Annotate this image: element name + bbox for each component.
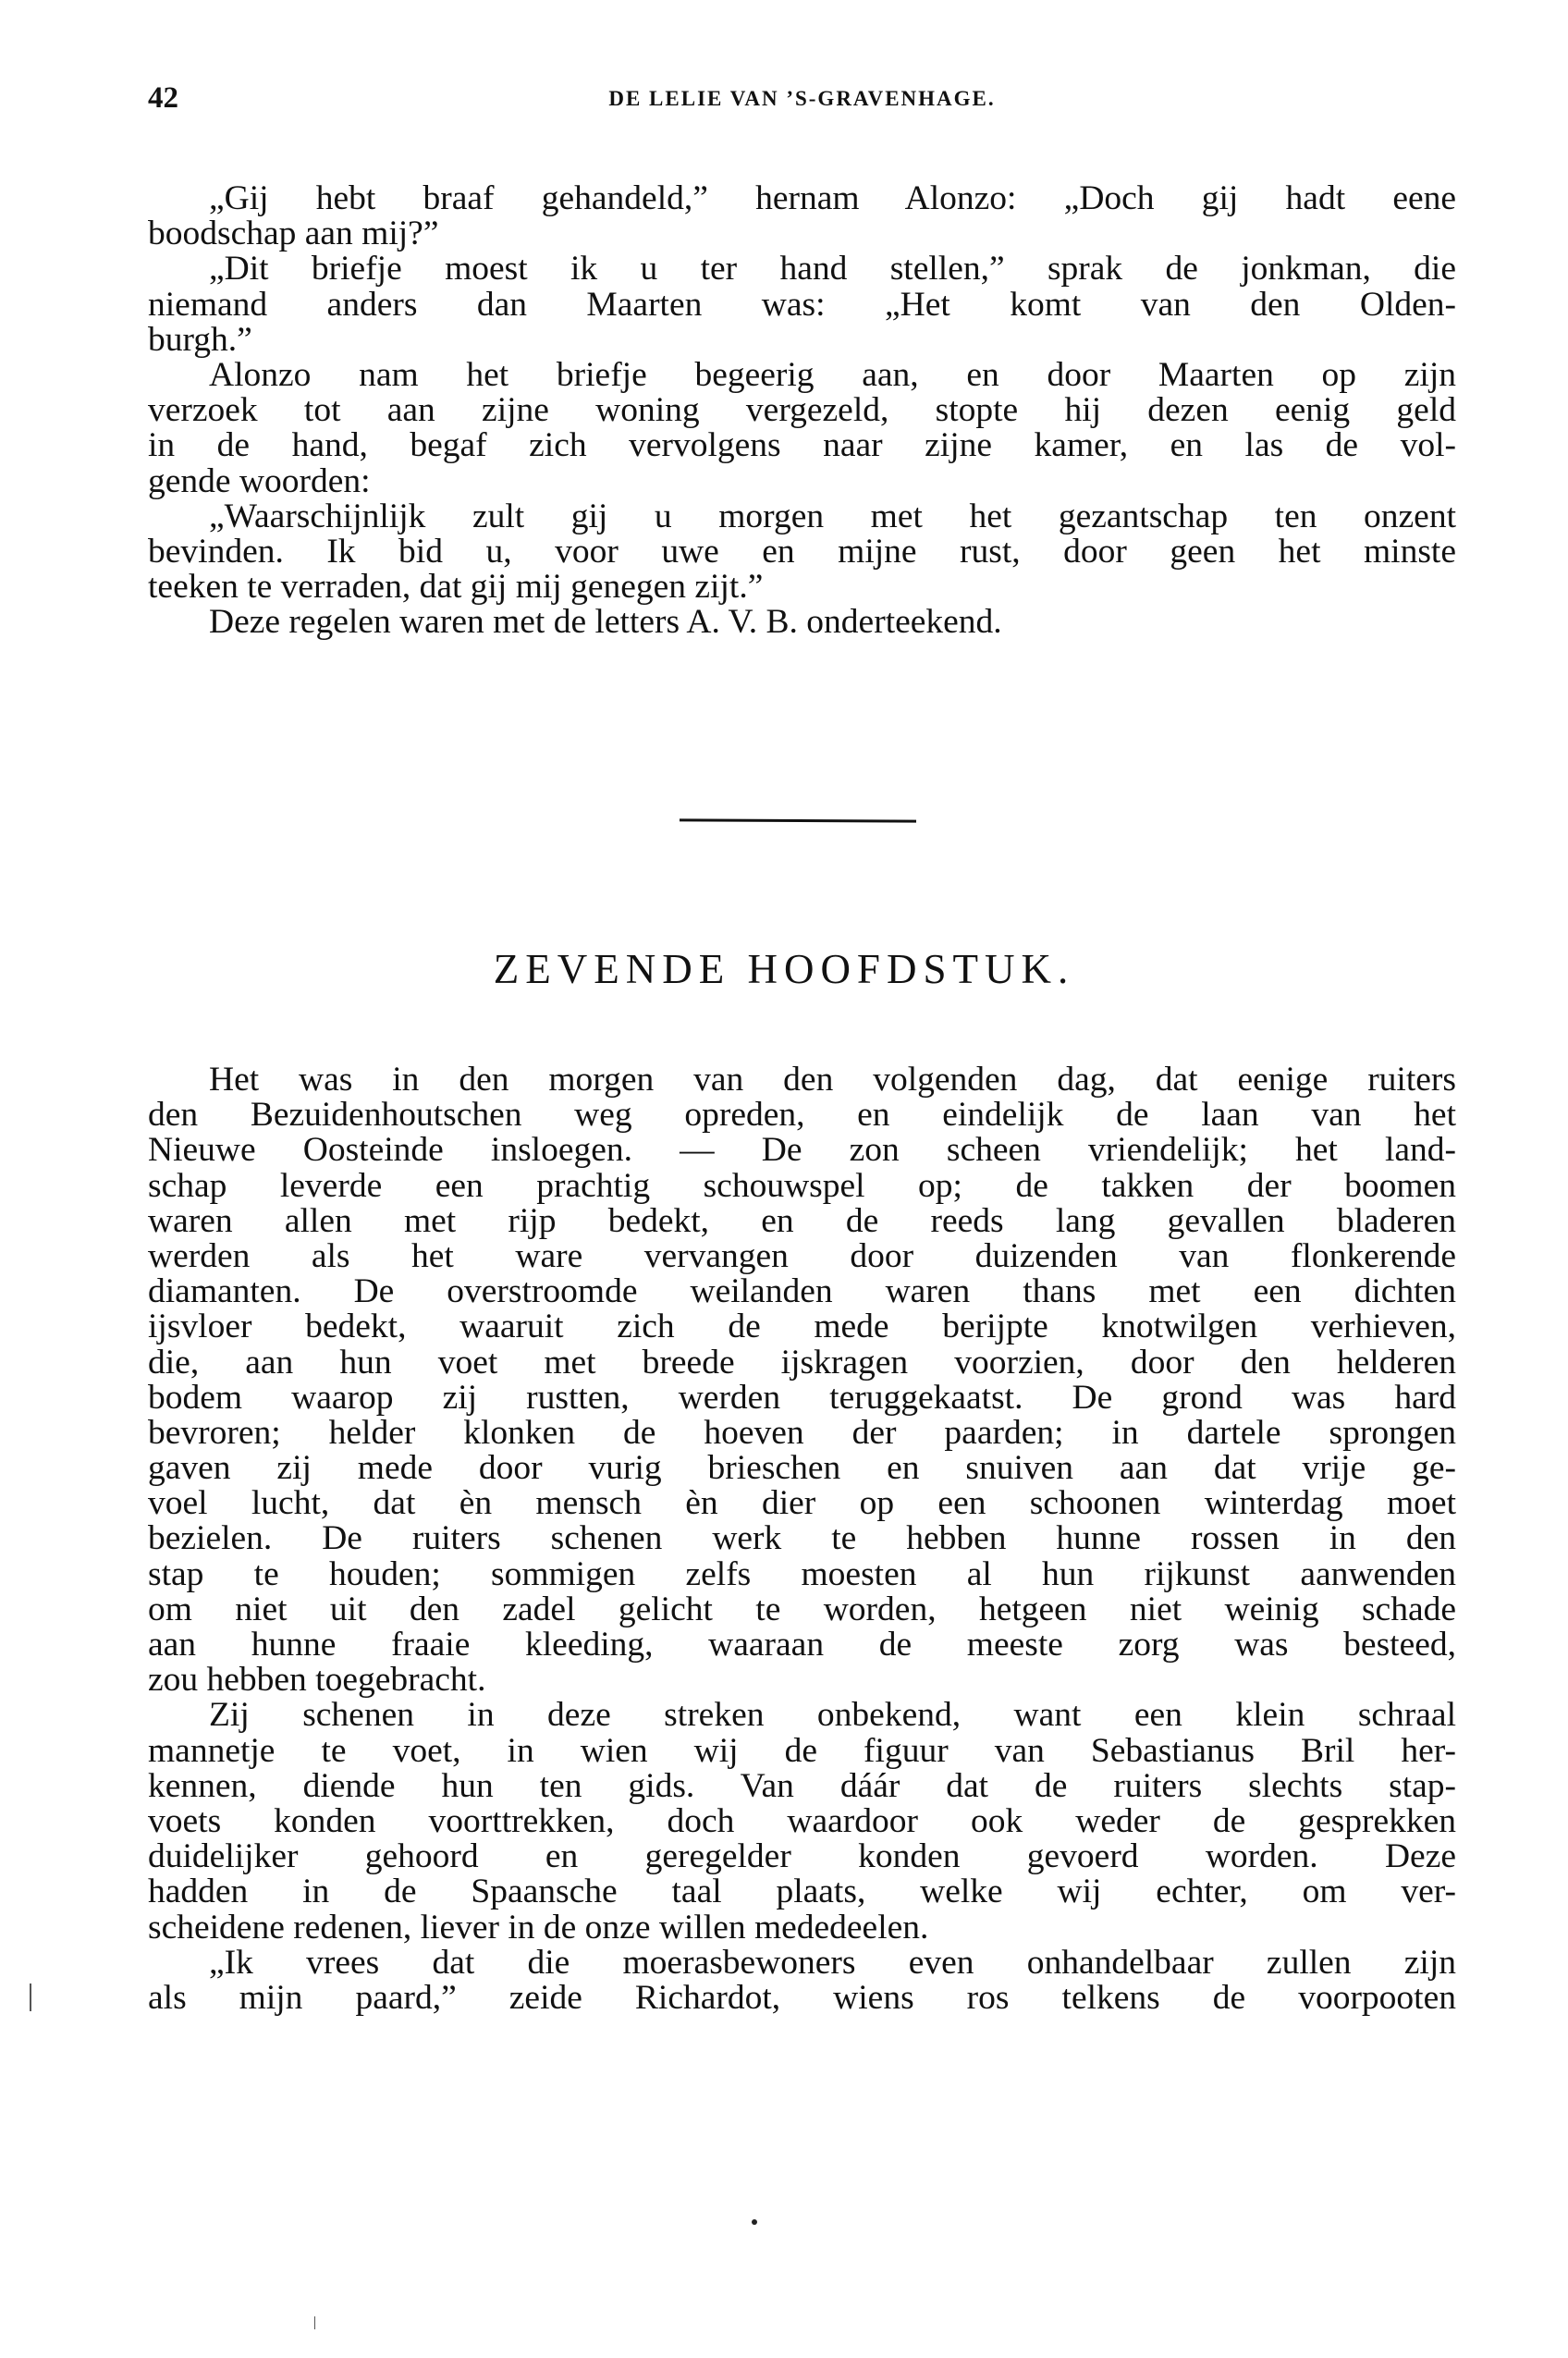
text-line: gende woorden:: [148, 461, 371, 500]
text-line: duidelijker gehoord en geregelder konden gevoerd worden. Deze: [148, 1837, 1456, 1876]
text-line: als mijn paard,” zeide Richardot, wiens ros telkens de voorpooten: [148, 1978, 1456, 2017]
text-line: stap te houden; sommigen zelfs moesten al hun rijkunst aanwenden: [148, 1554, 1456, 1593]
text-line: bevroren; helder klonken de hoeven der paarden; in dartele sprongen: [148, 1413, 1456, 1452]
text-line: Zij schenen in deze streken onbekend, want een klein schraal: [209, 1696, 1456, 1735]
text-line: bevinden. Ik bid u, voor uwe en mijne rust, door geen het minste: [148, 532, 1456, 571]
text-line: „Gij hebt braaf gehandeld,” hernam Alonzo: „Doch gij hadt eene: [209, 179, 1456, 217]
print-speck: [752, 2219, 757, 2225]
text-line: om niet uit den zadel gelicht te worden, hetgeen niet weinig schade: [148, 1590, 1456, 1628]
text-line: Deze regelen waren met de letters A. V. B. onderteekend.: [209, 603, 1002, 642]
text-line: den Bezuidenhoutschen weg opreden, en eindelijk de laan van het: [148, 1096, 1456, 1135]
text-line: schap leverde een prachtig schouwspel op; de takken der boomen: [148, 1166, 1456, 1205]
margin-speck: [314, 2316, 315, 2329]
text-line: gaven zij mede door vurig brieschen en snuiven aan dat vrije ge-: [148, 1449, 1456, 1488]
text-line: aan hunne fraaie kleeding, waaraan de meeste zorg was besteed,: [148, 1626, 1456, 1664]
text-line: in de hand, begaf zich vervolgens naar zijne kamer, en las de vol-: [148, 426, 1456, 465]
text-line: diamanten. De overstroomde weilanden waren thans met een dichten: [148, 1272, 1456, 1311]
text-line: Nieuwe Oosteinde insloegen. — De zon scheen vriendelijk; het land-: [148, 1131, 1456, 1170]
text-line: kennen, diende hun ten gids. Van dáár dat de ruiters slechts stap-: [148, 1766, 1456, 1805]
text-line: „Waarschijnlijk zult gij u morgen met het gezantschap ten onzent: [209, 497, 1456, 535]
text-line: scheidene redenen, liever in de onze willen mededeelen.: [148, 1908, 929, 1947]
text-line: bodem waarop zij rustten, werden teruggekaatst. De grond was hard: [148, 1378, 1456, 1417]
text-line: werden als het ware vervangen door duizenden van flonkerende: [148, 1236, 1456, 1275]
text-line: bezielen. De ruiters schenen werk te hebben hunne rossen in den: [148, 1519, 1456, 1558]
text-line: „Ik vrees dat die moerasbewoners even onhandelbaar zullen zijn: [209, 1943, 1456, 1982]
text-line: Alonzo nam het briefje begeerig aan, en door Maarten op zijn: [209, 355, 1456, 394]
section-two-text: [148, 1062, 1456, 2016]
text-line: voets konden voorttrekken, doch waardoor ook weder de gesprekken: [148, 1801, 1456, 1840]
running-head-title: DE LELIE VAN ’S-GRAVENHAGE.: [608, 87, 996, 110]
text-line: teeken te verraden, dat gij mij genegen zijt.”: [148, 568, 764, 607]
text-line: mannetje te voet, in wien wij de figuur van Sebastianus Bril her-: [148, 1731, 1456, 1770]
page-number: 42: [148, 81, 178, 115]
text-line: burgh.”: [148, 320, 252, 359]
text-line: Het was in den morgen van den volgenden dag, dat eenige ruiters: [209, 1061, 1456, 1099]
text-line: zou hebben toegebracht.: [148, 1661, 486, 1700]
text-line: boodschap aan mij?”: [148, 215, 439, 253]
text-line: die, aan hun voet met breede ijskragen voorzien, door den helderen: [148, 1343, 1456, 1382]
text-line: ijsvloer bedekt, waaruit zich de mede berijpte knotwilgen verhieven,: [148, 1308, 1456, 1346]
chapter-heading: ZEVENDE HOOFDSTUK.: [493, 946, 1075, 992]
text-line: hadden in de Spaansche taal plaats, welke wij echter, om ver-: [148, 1873, 1456, 1911]
text-line: voel lucht, dat èn mensch èn dier op een schoonen winterdag moet: [148, 1484, 1456, 1523]
section-divider-rule: [680, 818, 916, 822]
section-one-text: [148, 181, 1456, 640]
text-line: verzoek tot aan zijne woning vergezeld, stopte hij dezen eenig geld: [148, 391, 1456, 430]
text-line: niemand anders dan Maarten was: „Het komt van den Olden-: [148, 285, 1456, 324]
text-line: „Dit briefje moest ik u ter hand stellen,” sprak de jonkman, die: [209, 250, 1456, 289]
text-line: waren allen met rijp bedekt, en de reeds lang gevallen bladeren: [148, 1201, 1456, 1240]
running-head: [148, 81, 1456, 122]
margin-speck: [30, 1983, 31, 2011]
